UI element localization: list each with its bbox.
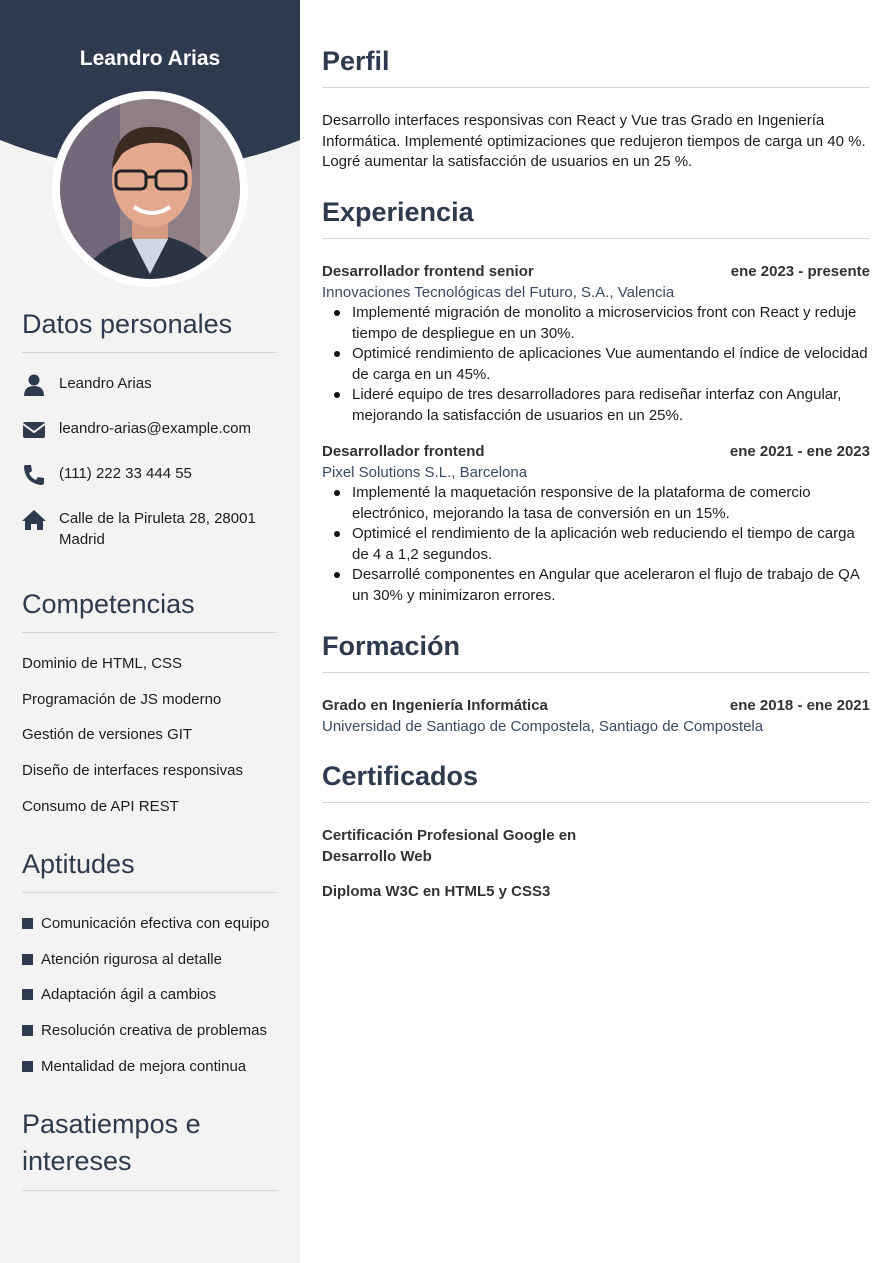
job-header	[322, 262, 870, 283]
education-school: Universidad de Santiago de Compostela, Santiago de Compostela	[322, 717, 764, 735]
job-bullet: Desarrollé componentes en Angular que aceleraron el flujo de trabajo de QA un 30% y minimizaron errores.	[322, 565, 870, 606]
job-header	[322, 442, 870, 463]
aptitude-text: Comunicación efectiva con equipo	[41, 915, 270, 932]
user-icon	[22, 374, 46, 396]
skills-section	[22, 586, 277, 815]
aptitude-item	[22, 1022, 267, 1039]
contact-name-text: Leandro Arias	[59, 375, 152, 392]
aptitude-text: Mentalidad de mejora continua	[41, 1058, 247, 1075]
skills-title: Competencias	[22, 586, 277, 633]
square-bullet-icon	[22, 954, 33, 965]
certificates-title: Certificados	[322, 762, 870, 803]
job-bullet: Optimicé el rendimiento de la aplicación web reduciendo el tiempo de carga de 4 a 1,2 segundos.	[322, 524, 870, 565]
hobbies-section	[22, 1106, 277, 1191]
aptitude-text: Atención rigurosa al detalle	[41, 951, 222, 968]
job-bullet: Implementé migración de monolito a microservicios front con React y reduje tiempo de despliegue en un 30%.	[322, 303, 870, 344]
job-dates: ene 2021 - ene 2023	[729, 443, 870, 460]
aptitude-item	[22, 951, 222, 968]
aptitude-item	[22, 915, 269, 932]
certificate-item: Diploma W3C en HTML5 y CSS3	[322, 883, 551, 900]
experience-title: Experiencia	[322, 198, 870, 239]
aptitudes-title: Aptitudes	[22, 846, 277, 893]
job-dates: ene 2023 - presente	[730, 263, 870, 280]
skill-item: Consumo de API REST	[22, 798, 179, 815]
skill-item: Gestión de versiones GIT	[22, 726, 193, 743]
job-bullets	[322, 303, 870, 426]
job-company: Pixel Solutions S.L., Barcelona	[322, 463, 528, 481]
square-bullet-icon	[22, 1025, 33, 1036]
job-entry	[322, 442, 870, 606]
contact-address-text: Calle de la Piruleta 28, 28001 Madrid	[59, 510, 256, 548]
square-bullet-icon	[22, 918, 33, 929]
education-title: Formación	[322, 632, 870, 673]
contact-email-text[interactable]: leandro-arias@example.com	[59, 420, 251, 437]
avatar	[52, 91, 248, 287]
contact-address	[22, 509, 277, 550]
aptitude-text: Resolución creativa de problemas	[41, 1022, 267, 1039]
contact-name	[22, 374, 277, 396]
skill-item: Diseño de interfaces responsivas	[22, 762, 243, 779]
job-company: Innovaciones Tecnológicas del Futuro, S.A., Valencia	[322, 283, 675, 301]
education-header	[322, 696, 870, 717]
contact-phone	[22, 464, 277, 486]
job-bullet: Optimicé rendimiento de aplicaciones Vue aumentando el índice de velocidad de carga en un 45%.	[322, 344, 870, 385]
square-bullet-icon	[22, 1061, 33, 1072]
aptitude-item	[22, 986, 216, 1003]
certificate-item: Certificación Profesional Google en Desarrollo Web	[322, 827, 577, 865]
aptitude-text: Adaptación ágil a cambios	[41, 986, 217, 1003]
job-role: Desarrollador frontend	[322, 443, 485, 460]
sidebar	[0, 0, 300, 1263]
skill-item: Programación de JS moderno	[22, 691, 222, 708]
profile-photo	[60, 99, 240, 279]
job-role: Desarrollador frontend senior	[322, 263, 534, 280]
personal-data-section	[22, 306, 277, 548]
job-entry	[322, 262, 870, 426]
profile-title: Perfil	[322, 47, 870, 88]
phone-icon	[22, 464, 46, 486]
contact-phone-text[interactable]: (111) 222 33 444 55	[59, 465, 192, 482]
personal-data-title: Datos personales	[22, 306, 277, 353]
education-degree: Grado en Ingeniería Informática	[322, 697, 548, 714]
contact-email	[22, 419, 277, 441]
envelope-icon	[22, 419, 46, 441]
hobbies-title: Pasatiempos e intereses	[22, 1106, 277, 1191]
skill-item: Dominio de HTML, CSS	[22, 655, 183, 672]
home-icon	[22, 509, 46, 531]
job-bullet: Implementé la maquetación responsive de la plataforma de comercio electrónico, mejorando la tasa de conversión en un 15%.	[322, 483, 870, 524]
aptitudes-section	[22, 846, 277, 1075]
person-name: Leandro Arias	[79, 47, 221, 70]
square-bullet-icon	[22, 989, 33, 1000]
aptitude-item	[22, 1058, 246, 1075]
profile-text: Desarrollo interfaces responsivas con React y Vue tras Grado en Ingeniería Informática. Implementé optimizaciones que redujeron tiempos de carga un 40 %. Logré aumentar la satisfacción de usuarios en un 25 %.	[322, 112, 866, 171]
education-dates: ene 2018 - ene 2021	[729, 697, 870, 714]
job-bullets	[322, 483, 870, 606]
job-bullet: Lideré equipo de tres desarrolladores para rediseñar interfaz con Angular, mejorando la satisfacción de usuarios en un 25%.	[322, 385, 870, 426]
education-entry	[322, 696, 870, 737]
